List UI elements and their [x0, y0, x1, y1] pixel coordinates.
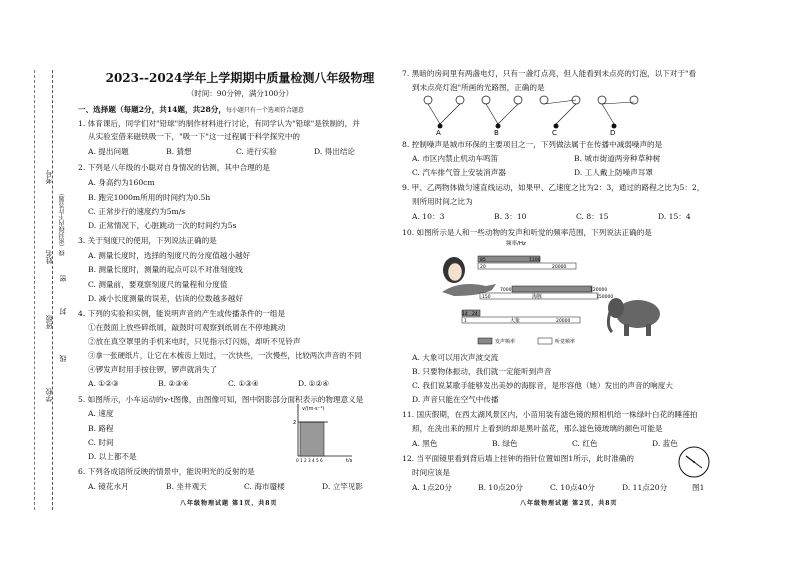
q3-option-c[interactable]: C. 测量前，要观察刻度尺的量程和分度值: [88, 280, 228, 289]
q1-option-d[interactable]: D. 得出结论: [314, 147, 356, 156]
q4-option-b[interactable]: B. ②③④: [158, 379, 189, 388]
svg-text:14: 14: [462, 312, 468, 317]
svg-text:A: A: [436, 129, 441, 136]
q4-option-a[interactable]: A. ①②③: [88, 379, 119, 388]
q5-vt-graph: [288, 400, 358, 462]
q6-stem: 6. 下列各成语所反映的情景中，能说明光的反射的是: [78, 467, 255, 476]
q7-diagram-b[interactable]: [482, 96, 522, 136]
q1-option-b[interactable]: B. 猜想: [166, 147, 192, 156]
q10-option-d[interactable]: D. 声音只能在空气中传播: [412, 395, 499, 404]
q5-option-a[interactable]: A. 速度: [88, 409, 114, 418]
gutter-xian: 线: [59, 355, 67, 362]
q12-option-d[interactable]: D. 11点20分: [622, 483, 668, 492]
elephant-icon: [608, 298, 660, 336]
q8-option-c[interactable]: C. 汽车排气管上安装消声器: [412, 168, 506, 177]
q11-option-c[interactable]: C. 红色: [572, 439, 598, 448]
q11-options: [412, 438, 678, 449]
svg-text:7000: 7000: [500, 288, 512, 293]
q9-options: [412, 211, 691, 222]
q11-stem-2: 照，在洗出来的照片上看到的却是黑叶蓝花，那么滤色镜玻璃的颜色可能是: [412, 424, 663, 433]
q7-stem-2: 到未点亮灯泡"所画的光路图，正确的是: [412, 83, 545, 92]
q8-stem: 8. 控制噪声是城市环保的主要项目之一，下列做法属于在传播中减弱噪声的是: [402, 140, 663, 149]
exam-time: （时间：90分钟，满分100分）: [186, 89, 294, 98]
gutter-school-label: 学校: [45, 388, 53, 402]
q4-option-d[interactable]: D. ①②④: [298, 379, 330, 388]
q11-option-d[interactable]: D. 蓝色: [652, 439, 678, 448]
q4-statement-1: ①在鼓面上放些碎纸屑，敲鼓时可观察到纸屑在不停地跳动: [88, 323, 286, 332]
gutter-id-label: 考号: [45, 170, 53, 184]
q10-stem: 10. 如图所示是人和一些动物的发声和听觉的频率范围，下列说法正确的是: [402, 228, 652, 237]
q7-diagram-a[interactable]: [424, 96, 464, 136]
q12-stem-1: 12. 当平面镜里看到背后墙上挂钟的指针位置如图1所示，此时准确的: [402, 454, 634, 463]
q6-option-a[interactable]: A. 镜花水月: [88, 482, 129, 491]
q9-option-a[interactable]: A. 10：3: [412, 212, 445, 221]
q6-options: [88, 481, 363, 492]
q12-clock-icon: [676, 444, 716, 484]
q7-diagram-c[interactable]: [540, 96, 580, 136]
vt-x-ticks: 0 1 2 3 4 5 6: [296, 458, 323, 462]
q12-stem-2: 时间应该是: [412, 468, 450, 477]
vt-v-value: 2: [293, 420, 297, 426]
q10-option-c[interactable]: C. 我们说某歌手能够发出美妙的海豚音，是形容他（她）发出的声音的响度大: [412, 381, 673, 390]
q2-option-c[interactable]: C. 正常步行的速度约为5m/s: [88, 207, 186, 216]
q4-options: [88, 379, 329, 388]
vt-x-label: t/s: [346, 458, 353, 462]
exam-title: 2023--2024学年上学期期中质量检测八年级物理: [105, 71, 375, 85]
q11-option-b[interactable]: B. 绿色: [492, 439, 518, 448]
q1-options: [88, 146, 355, 157]
q10-option-a[interactable]: A. 大象可以用次声波交流: [412, 353, 499, 362]
q5-option-d[interactable]: D. 以上都不是: [88, 452, 137, 461]
svg-text:1100: 1100: [529, 258, 541, 263]
section1-heading: 一、选择题（每题2分，共14题，共28分，每小题只有一个选项符合题意: [78, 105, 304, 114]
svg-text:150: 150: [482, 295, 491, 300]
q12-figure-label: 图1: [692, 483, 705, 492]
freq-label: 频率/Hz: [506, 241, 526, 247]
q7-stem-1: 7. 黑暗的房间里有两盏电灯，只有一盏灯点亮，但人能看到未点亮的灯泡，以下对于"看: [402, 69, 697, 78]
legend-hear: 听觉频率: [555, 339, 576, 345]
q12-options: [412, 482, 667, 493]
q10-option-b[interactable]: B. 只要物体振动，我们就一定能听到声音: [412, 367, 552, 376]
q6-option-c[interactable]: C. 海市蜃楼: [244, 482, 285, 491]
gutter-write-line: [34, 70, 35, 510]
q9-option-c[interactable]: C. 8：15: [576, 212, 609, 221]
gutter-name-label: 姓名: [45, 250, 53, 264]
q2-option-b[interactable]: B. 跑完1000m所用的时间约为0.5h: [88, 193, 211, 202]
svg-text:20000: 20000: [552, 265, 567, 270]
seal-line: [52, 70, 53, 510]
q2-option-d[interactable]: D. 正常情况下，心脏跳动一次的时间约为5s: [88, 221, 237, 230]
dolphin-label: 海豚: [532, 294, 543, 300]
svg-text:20000: 20000: [556, 319, 571, 324]
svg-text:150000: 150000: [596, 295, 614, 300]
q1-stem-2: 从实验室借来磁铁吸一下，"吸一下"这一过程属于科学探究中的: [88, 132, 301, 141]
q10-frequency-figure: [440, 238, 670, 350]
dolphin-speak-bar: [512, 286, 592, 292]
svg-text:120000: 120000: [590, 288, 608, 293]
q4-statement-4: ④锣发声时用手按住锣，锣声就消失了: [88, 365, 218, 374]
svg-text:20: 20: [480, 265, 486, 270]
vt-shaded-area: [300, 422, 324, 456]
footer-right: 八年级物理试题 第2页，共8页: [520, 500, 618, 507]
q8-option-d[interactable]: D. 工人戴上防噪声耳罩: [574, 168, 653, 177]
q1-option-a[interactable]: A. 提出问题: [88, 147, 129, 156]
q3-option-b[interactable]: B. 测量长度时，测量的起点可以不对准刻度线: [88, 265, 243, 274]
exam-subtitle: [80, 88, 400, 99]
q9-option-b[interactable]: B. 3：10: [494, 212, 527, 221]
q12-option-b[interactable]: B. 10点20分: [478, 483, 523, 492]
q5-option-c[interactable]: C. 时间: [88, 438, 114, 447]
q12-option-a[interactable]: A. 1点20分: [412, 483, 452, 492]
q6-option-b[interactable]: B. 坐井观天: [166, 482, 207, 491]
q8-option-b[interactable]: B. 城市街道两旁种草种树: [574, 154, 661, 163]
svg-text:C: C: [552, 129, 557, 136]
human-label: 人: [524, 264, 530, 270]
svg-text:24: 24: [472, 312, 478, 317]
q9-option-d[interactable]: D. 15：4: [658, 212, 691, 221]
q7-diagrams: [420, 92, 650, 136]
q9-stem-1: 9. 甲、乙两物体做匀速直线运动，如果甲、乙速度之比为2：3，通过的路程之比为5：2，: [402, 183, 705, 192]
q2-option-a[interactable]: A. 身高约为160cm: [88, 178, 155, 187]
svg-text:85: 85: [480, 258, 486, 263]
q1-option-c[interactable]: C. 进行实验: [236, 147, 277, 156]
q4-option-c[interactable]: C. ①③④: [228, 379, 259, 388]
gutter-no-write-note: 线（密封线内不许答题）: [59, 190, 66, 256]
svg-text:B: B: [494, 129, 499, 136]
q12-option-c[interactable]: C. 10点40分: [550, 483, 595, 492]
q4-statement-3: ③拿一张硬纸片，让它在木梳齿上划过，一次快些，一次慢些，比较两次声音的不同: [88, 351, 362, 360]
q8-option-a[interactable]: A. 市区内禁止机动车鸣笛: [412, 154, 499, 163]
svg-text:1: 1: [464, 319, 467, 324]
q2-stem: 2. 下列是八年级的小聪对自身情况的估测，其中合理的是: [78, 163, 270, 172]
vt-y-label: v/(m·s⁻¹): [302, 406, 325, 412]
legend-speak-swatch: [478, 338, 492, 344]
gutter-mi: 密: [59, 275, 67, 282]
gutter-class-label: 班级: [45, 315, 53, 329]
q6-option-d[interactable]: D. 立竿见影: [322, 482, 364, 491]
binding-gutter: [0, 70, 70, 510]
q3-option-a[interactable]: A. 测量长度时，选择的刻度尺的分度值越小越好: [88, 251, 251, 260]
footer-left: 八年级物理试题 第1页，共8页: [180, 500, 278, 507]
human-face-icon: [443, 257, 465, 283]
q11-stem-1: 11. 国庆假期，在西太湖风景区内，小苗用装有滤色镜的照相机给一株绿叶白花的睡莲拍: [402, 410, 698, 419]
legend-hear-swatch: [538, 338, 552, 344]
q3-option-d[interactable]: D. 减小长度测量的误差，估读的位数越多越好: [88, 294, 243, 303]
svg-text:D: D: [610, 129, 616, 136]
q7-diagram-d[interactable]: [598, 96, 638, 136]
q4-stem: 4. 下列的实验和实例，能说明声音的产生或传播条件的一组是: [78, 309, 286, 318]
elephant-label: 大象: [510, 318, 521, 324]
q11-option-a[interactable]: A. 黑色: [412, 439, 438, 448]
legend-speak: 发声频率: [495, 339, 516, 345]
q1-stem-1: 1. 体育课后，同学们对"铅球"的制作材料进行讨论，有同学认为"铅球"是铁制的，并: [78, 119, 360, 128]
q9-stem-2: 则所用时间之比为: [412, 197, 473, 206]
q5-option-b[interactable]: B. 路程: [88, 424, 114, 433]
q4-statement-2: ②放在真空罩里的手机来电时，只见指示灯闪烁，却听不见铃声: [88, 337, 301, 346]
q5-stem: 5. 如图所示，小车运动的v-t图像，由图像可知，图中阴影部分面积表示的物理意义是: [78, 395, 364, 404]
gutter-feng: 封: [59, 308, 67, 315]
q3-stem: 3. 关于刻度尺的使用，下列说法正确的是: [78, 236, 217, 245]
